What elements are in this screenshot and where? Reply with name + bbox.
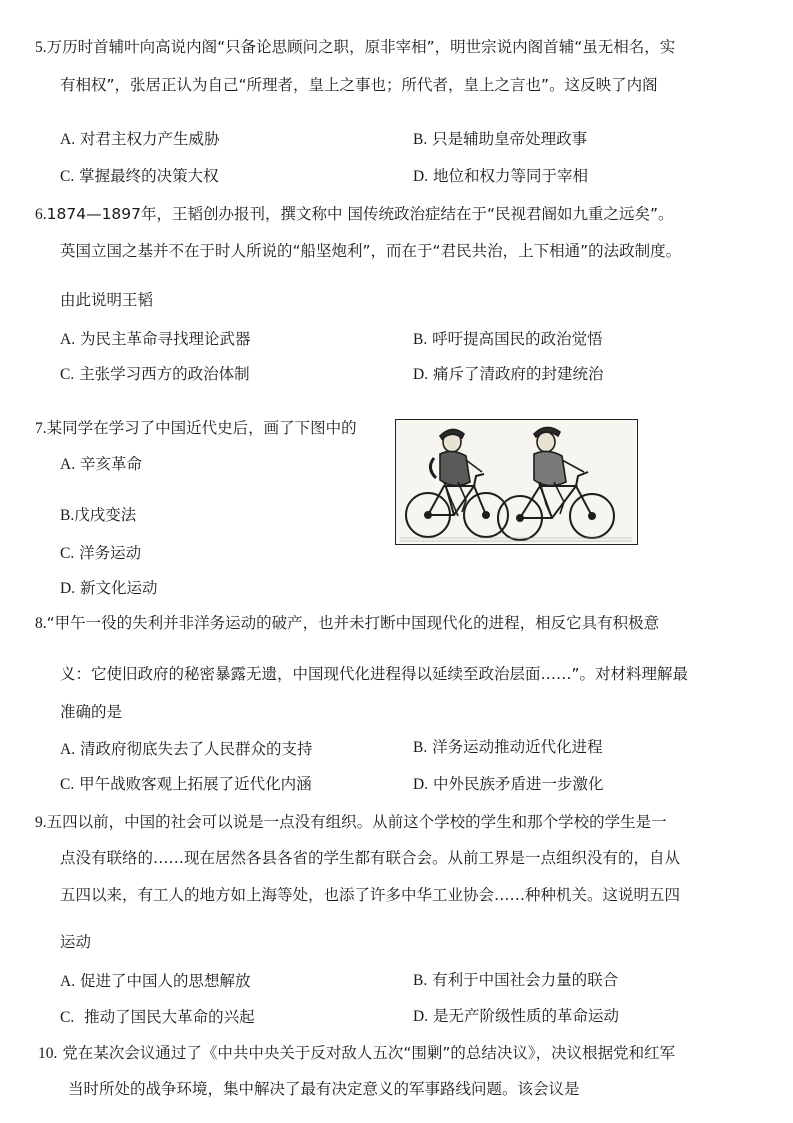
option-text: 地位和权力等同于宰相 [433,167,589,185]
option-text: 促进了中国人的思想解放 [80,972,251,990]
option-letter: A. [60,331,76,348]
q6-stem-1: 1874—1897年，王韬创办报刊，撰文称中 国传统政治症结在于“民视君阍如九重之远矣”。 [46,205,674,223]
option-letter: A. [60,456,76,473]
bicycle-illustration [395,419,638,545]
option-text: 中外民族矛盾进一步激化 [433,775,604,793]
option-letter: D. [413,776,429,793]
option-text: 只是辅助皇帝处理政事 [432,130,588,148]
option-letter: B. [60,507,75,524]
q5-option-d [413,165,588,188]
option-text: 对君主权力产生威胁 [80,130,220,148]
q10-stem-1: 党在某次会议通过了《中共中央关于反对敌人五次“围剿”的总结决议》，决议根据党和红军 [62,1044,676,1062]
q7-option-d [60,577,158,600]
cyclists-drawing [396,420,636,543]
q9-line-4: 运动 [60,933,92,951]
q8-option-c [60,773,312,796]
q6-line-1 [35,203,674,226]
option-text: 洋务运动 [79,544,142,562]
option-letter: B. [413,331,428,348]
q8-number: 8. [35,615,47,632]
q7-stem-1: 某同学在学习了中国近代史后，画了下图中的 [46,419,357,437]
q5-line-2: 有相权”，张居正认为自己“所理者，皇上之事也；所代者，皇上之言也”。这反映了内阁 [60,76,658,94]
q6-option-d [413,363,604,386]
option-text: 洋务运动推动近代化进程 [432,738,603,756]
q9-option-a [60,970,251,993]
q8-line-1 [35,612,659,635]
q9-option-d [413,1005,619,1028]
option-letter: D. [60,580,76,597]
option-letter: D. [413,168,429,185]
q5-number: 5. [35,39,47,56]
option-letter: B. [413,131,428,148]
option-letter: A. [60,741,76,758]
q8-option-b [413,736,603,759]
q6-option-c [60,363,250,386]
q6-line-3: 由此说明王韬 [60,291,154,309]
option-letter: B. [413,739,428,756]
q9-option-c [60,1006,255,1029]
q6-line-2: 英国立国之基并不在于时人所说的“船坚炮利”，而在于“君民共治，上下相通”的法政制度。 [60,242,682,260]
q7-line-1 [35,417,357,440]
option-text: 呼吁提高国民的政治觉悟 [432,330,603,348]
q10-number: 10. [38,1045,58,1062]
q8-line-3: 准确的是 [60,703,123,721]
q10-line-2: 当时所处的战争环境，集中解决了最有决定意义的军事路线问题。该会议是 [68,1080,580,1098]
q7-option-a [60,453,142,476]
option-text: 有利于中国社会力量的联合 [432,971,619,989]
option-text: 新文化运动 [80,579,158,597]
q10-line-1 [38,1042,675,1065]
q8-option-a [60,738,313,761]
q8-stem-1: “甲午一役的失利并非洋务运动的破产，也并未打断中国现代化的进程，相反它具有积极意 [46,614,660,632]
q8-option-d [413,773,604,796]
option-letter: D. [413,366,429,383]
q7-number: 7. [35,420,47,437]
q6-option-a [60,328,251,351]
option-text: 是无产阶级性质的革命运动 [433,1007,620,1025]
option-text: 痛斥了清政府的封建统治 [433,365,604,383]
q9-option-b [413,969,618,992]
option-text: 清政府彻底失去了人民群众的支持 [80,740,313,758]
q7-option-b [60,504,136,527]
option-letter: D. [413,1008,429,1025]
q9-line-2: 点没有联络的……现在居然各县各省的学生都有联合会。从前工界是一点组织没有的，自从 [60,849,681,867]
q9-line-3: 五四以来，有工人的地方如上海等处，也添了许多中华工业协会……种种机关。这说明五四 [60,886,681,904]
q5-option-b [413,128,587,151]
option-letter: C. [60,168,75,185]
option-text: 掌握最终的决策大权 [79,167,219,185]
option-text: 推动了国民大革命的兴起 [84,1008,255,1026]
option-text: 辛亥革命 [80,455,143,473]
q9-number: 9. [35,814,47,831]
option-letter: A. [60,131,76,148]
q6-number: 6. [35,206,47,223]
q5-option-a [60,128,220,151]
option-text: 主张学习西方的政治体制 [79,365,250,383]
option-letter: C. [60,545,75,562]
q9-line-1 [35,811,667,834]
q5-line-1 [35,36,675,59]
q8-line-2: 义：它使旧政府的秘密暴露无遗，中国现代化进程得以延续至政治层面……”。对材料理解最 [60,665,689,683]
option-letter: C. [60,776,75,793]
option-text: 为民主革命寻找理论武器 [80,330,251,348]
option-text: 甲午战败客观上拓展了近代化内涵 [79,775,312,793]
q7-option-c [60,542,141,565]
q5-stem-1: 万历时首辅叶向高说内阁“只备论思顾问之职，原非宰相”，明世宗说内阁首辅“虽无相名，实 [46,38,676,56]
option-text: 戊戌变法 [74,506,137,524]
q5-option-c [60,165,219,188]
option-letter: B. [413,972,428,989]
q6-option-b [413,328,603,351]
q9-stem-1: 五四以前，中国的社会可以说是一点没有组织。从前这个学校的学生和那个学校的学生是一 [46,813,667,831]
option-letter: C. [60,366,75,383]
option-letter: A. [60,973,76,990]
option-letter: C. [60,1009,75,1026]
